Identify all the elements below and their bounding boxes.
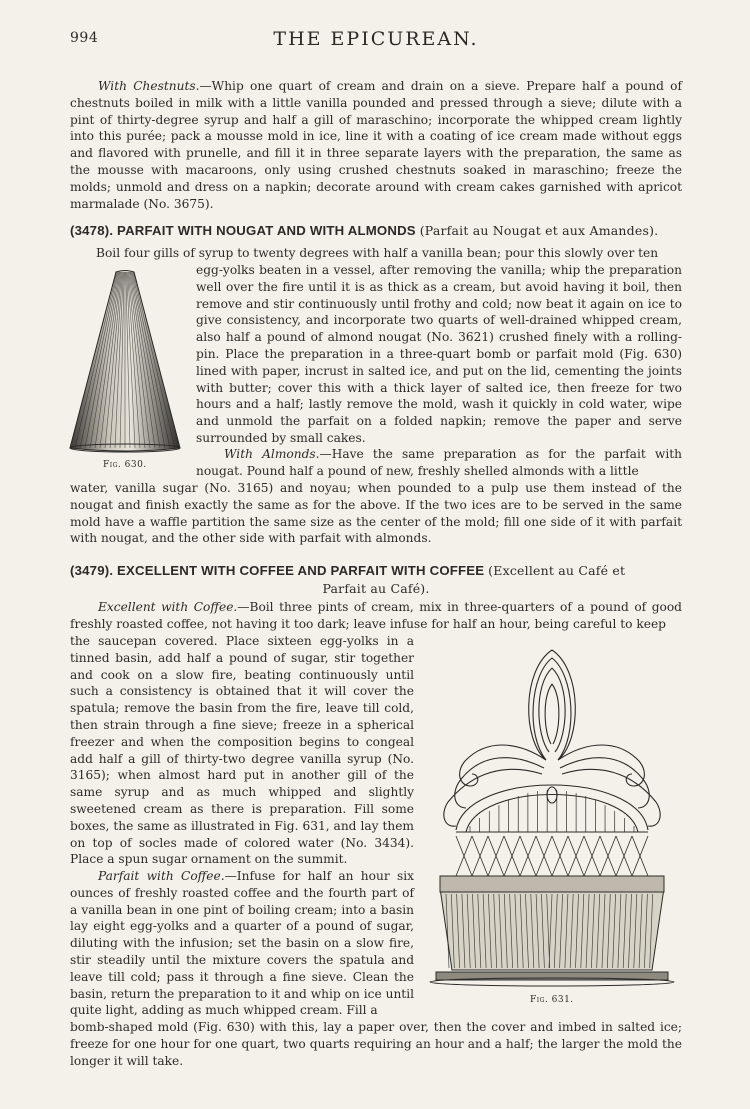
parfait-full-paragraph: bomb-shaped mold (Fig. 630) with this, lay a paper over, then the cover and imbed in salted ice; freeze for one hour for one quart, two quarts requiring an hour and a half; the larger the mold the longer it will take. xyxy=(70,1020,682,1068)
coffee-box-illustration xyxy=(426,640,678,988)
page-number: 994 xyxy=(70,30,99,46)
section-3479-title: (3479). EXCELLENT WITH COFFEE AND PARFAIT WITH COFFEE xyxy=(70,563,485,578)
running-head xyxy=(70,28,682,50)
almonds-text-wrap: —Have the same preparation as for the parfait with nougat. Pound half a pound of new, freshly shelled almonds with a little xyxy=(196,447,682,478)
section-3478-heading xyxy=(70,222,682,240)
excellent-wrap-paragraph: the saucepan covered. Place sixteen egg-yolks in a tinned basin, add half a pound of sugar, stir together and cook on a slow fire, beating continuously until such a consistency is obtained that it will cover the spatula; remove the basin from the fire, leave till cold, then strain through a fine sieve; freeze in a spherical freezer and when the composition begins to congeal add half a gill of thirty-two degree vanilla syrup (No. 3165); when almost hard put in another gill of the same syrup and as much whipped and slightly sweetened cream as there is preparation. Fill some boxes, the same as illustrated in Fig. 631, and lay them on top of socles made of colored water (No. 3434). Place a spun sugar ornament on the summit. xyxy=(70,634,414,867)
parfait-wrap-paragraph xyxy=(70,868,414,1019)
almonds-wrap-paragraph xyxy=(196,446,682,480)
chestnuts-text: —Whip one quart of cream and drain on a sieve. Prepare half a pound of chestnuts boiled in milk with a little vanilla pounded and pressed through a sieve; dilute with a pint of thirty-degree syrup and half a gill of maraschino; incorporate the whipped cream lightly into this purée; pack a mousse mold in ice, line it with a coating of ice cream made without eggs and flavored with prunelle, and fill it in three separate layers with the preparation, the same as the mousse with macaroons, only using crushed chestnuts soaked in maraschino; freeze the molds; unmold and dress on a napkin; decorate around with cream cakes garnished with apricot marmalade (No. 3675). xyxy=(70,79,682,211)
chestnuts-paragraph xyxy=(70,78,682,212)
almonds-label: With Almonds. xyxy=(224,447,320,461)
almonds-full-paragraph: water, vanilla sugar (No. 3165) and noyau; when pounded to a pulp use them instead of the nougat and finish exactly the same as for the above. If the two ices are to be served in the same mold have a waffle partition the same size as the center of the mold; fill one side of it with parfait with nougat, and the other side with parfait with almonds. xyxy=(70,481,682,546)
parfait-mold-illustration xyxy=(68,268,182,456)
section-3478-first-line: Boil four gills of syrup to twenty degrees with half a vanilla bean; pour this slowly over ten xyxy=(96,246,659,260)
section-3479-heading xyxy=(70,562,682,580)
chestnuts-label: With Chestnuts. xyxy=(98,79,200,93)
section-3479-subtitle-a: (Excellent au Café et xyxy=(488,563,626,578)
excellent-label: Excellent with Coffee. xyxy=(98,600,238,614)
parfait-label: Parfait with Coffee. xyxy=(98,869,225,883)
section-3479-heading-line2 xyxy=(70,580,682,598)
section-3479-subtitle-b: Parfait au Café). xyxy=(322,581,430,596)
section-3478-title: (3478). PARFAIT WITH NOUGAT AND WITH ALMONDS xyxy=(70,223,416,238)
fig-630-caption: Fig. 630. xyxy=(103,460,147,470)
fig-631-caption: Fig. 631. xyxy=(530,995,574,1005)
excellent-full-paragraph xyxy=(70,599,682,633)
section-3478-wrap-text: egg-yolks beaten in a vessel, after removing the vanilla; whip the preparation well over the fire until it is as thick as a cream, but avoid having it boil, then remove and stir continuously until frothy and cold; now beat it again on ice to give consistency, and incorporate two quarts of well-drained whipped cream, also half a pound of almond nougat (No. 3621) crushed finely with a rolling-pin. Place the preparation in a three-quart bomb or parfait mold (Fig. 630) lined with paper, incrust in salted ice, and put on the lid, cementing the joints with butter; cover this with a thick layer of salted ice, then freeze for two hours and a half; lastly remove the mold, wash it quickly in cold water, wipe and unmold the parfait on a folded napkin; remove the paper and serve surrounded by small cakes. xyxy=(196,263,682,445)
running-title: THE EPICUREAN. xyxy=(273,28,479,50)
excellent-full-text: —Boil three pints of cream, mix in three-quarters of a pound of good freshly roasted coffee, not having it too dark; leave infuse for half an hour, being careful to keep xyxy=(70,600,682,631)
section-3478-subtitle: (Parfait au Nougat et aux Amandes). xyxy=(419,223,659,238)
parfait-wrap-text: —Infuse for half an hour six ounces of freshly roasted coffee and the fourth part of a vanilla bean in one pint of boiling cream; into a basin lay eight egg-yolks and a quarter of a pound of sugar, diluting with the infusion; set the basin on a slow fire, stir steadily until the mixture covers the spatula and leave till cold; pass it through a fine sieve. Clean the basin, return the preparation to it and whip on ice until quite light, adding as much whipped cream. Fill a xyxy=(70,869,415,1018)
